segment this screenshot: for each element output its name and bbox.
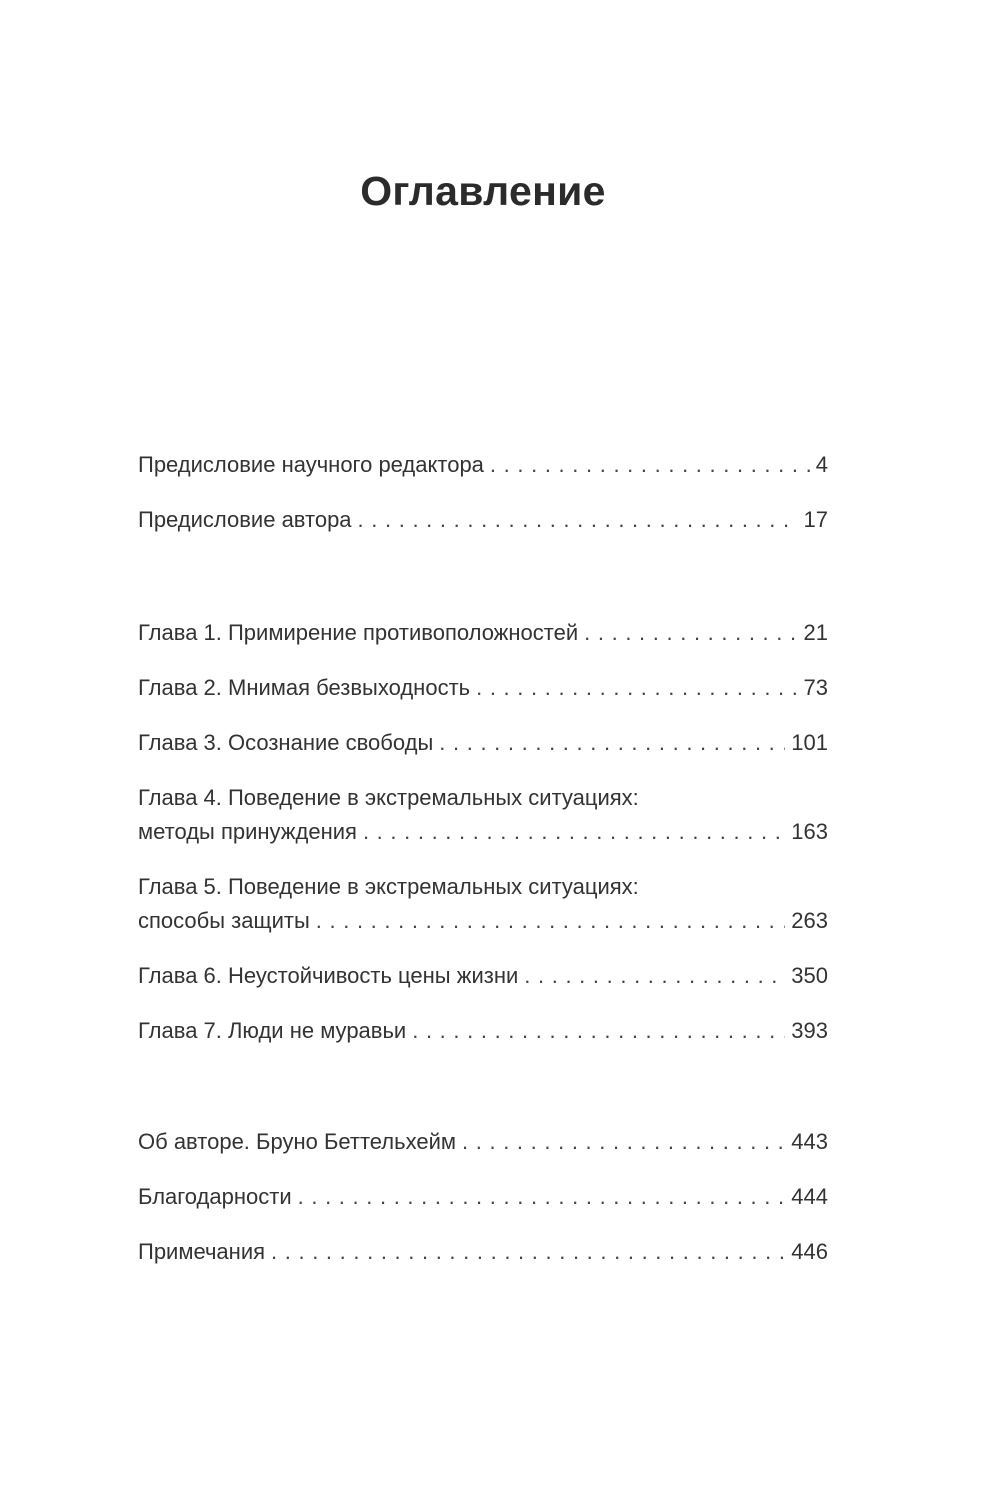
toc-entry[interactable]	[138, 959, 828, 993]
toc-entry[interactable]	[138, 781, 828, 849]
toc-entry-page: 101	[791, 730, 828, 755]
toc-entry-label: способы защиты	[138, 908, 310, 933]
toc-entry-label: Глава 1. Примирение противоположностей	[138, 620, 579, 645]
toc-entry[interactable]	[138, 1180, 828, 1214]
toc-front-matter	[138, 448, 828, 558]
dot-leader	[584, 616, 797, 650]
page-title: Оглавление	[360, 168, 606, 214]
toc-entry[interactable]	[138, 1014, 828, 1048]
toc-entry-label: Предисловие автора	[138, 507, 352, 532]
toc-chapters	[138, 616, 828, 1069]
toc-entry-page: 443	[791, 1129, 828, 1154]
dot-leader	[490, 448, 810, 482]
toc-entry[interactable]	[138, 870, 828, 938]
dot-leader	[363, 815, 785, 849]
toc-entry-page: 350	[791, 963, 828, 988]
toc-entry-label: Глава 3. Осознание свободы	[138, 730, 434, 755]
toc-entry-page: 163	[791, 819, 828, 844]
toc-entry-label: Примечания	[138, 1239, 266, 1264]
toc-entry-page: 17	[803, 507, 828, 532]
toc-entry[interactable]	[138, 503, 828, 537]
toc-entry[interactable]	[138, 616, 828, 650]
toc-entry-page: 444	[791, 1184, 828, 1209]
toc-entry-label: методы принуждения	[138, 819, 357, 844]
dot-leader	[271, 1235, 785, 1269]
toc-entry-label: Предисловие научного редактора	[138, 452, 484, 477]
toc-entry-page: 4	[815, 452, 828, 477]
toc-entry-label: Глава 2. Мнимая безвыходность	[138, 675, 471, 700]
toc-entry-page: 446	[791, 1239, 828, 1264]
toc-entry-label: Об авторе. Бруно Беттельхейм	[138, 1129, 457, 1154]
dot-leader	[316, 904, 786, 938]
toc-entry[interactable]	[138, 726, 828, 760]
toc-entry[interactable]	[138, 1125, 828, 1159]
dot-leader	[476, 671, 797, 705]
dot-leader	[462, 1125, 785, 1159]
toc-entry-title-line1: Глава 4. Поведение в экстремальных ситуациях:	[138, 785, 639, 810]
toc-entry-label: Благодарности	[138, 1184, 292, 1209]
toc-entry[interactable]	[138, 1235, 828, 1269]
toc-entry[interactable]	[138, 671, 828, 705]
dot-leader	[524, 959, 785, 993]
toc-entry[interactable]	[138, 448, 828, 482]
toc-entry-label: Глава 7. Люди не муравьи	[138, 1018, 407, 1043]
dot-leader	[412, 1014, 785, 1048]
toc-back-matter	[138, 1125, 828, 1290]
dot-leader	[439, 726, 785, 760]
toc-entry-page: 73	[803, 675, 828, 700]
dot-leader	[358, 503, 798, 537]
toc-entry-page: 21	[803, 620, 828, 645]
toc-entry-page: 393	[791, 1018, 828, 1043]
toc-entry-title-line1: Глава 5. Поведение в экстремальных ситуациях:	[138, 874, 639, 899]
dot-leader	[298, 1180, 786, 1214]
toc-entry-page: 263	[791, 908, 828, 933]
toc-entry-label: Глава 6. Неустойчивость цены жизни	[138, 963, 519, 988]
